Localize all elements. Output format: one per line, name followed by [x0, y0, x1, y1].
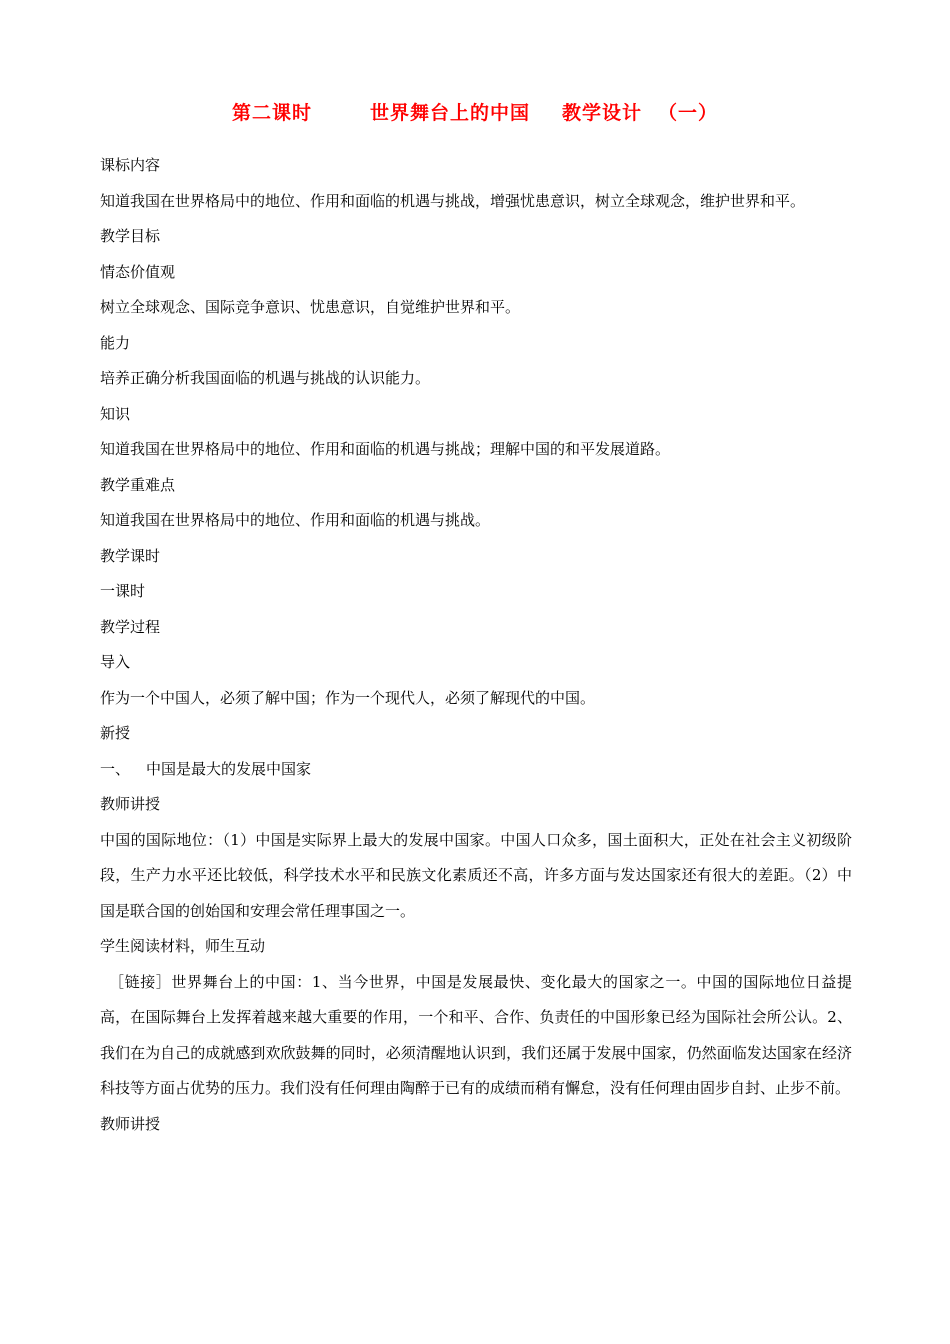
section-heading-1 [100, 752, 852, 788]
heading-reading: 学生阅读材料，师生互动 [100, 937, 266, 955]
heading-teacher-1: 教师讲授 [100, 795, 161, 813]
paragraph-ability: 培养正确分析我国面临的机遇与挑战的认识能力。 [100, 369, 431, 387]
heading-values: 情态价值观 [100, 262, 176, 281]
heading-key-points: 教学重难点 [100, 475, 176, 494]
paragraph-intro: 作为一个中国人，必须了解中国；作为一个现代人，必须了解现代的中国。 [100, 688, 596, 707]
paragraph-key-points: 知道我国在世界格局中的地位、作用和面临的机遇与挑战。 [100, 511, 491, 529]
title-topic: 世界舞台上的中国 [369, 102, 530, 124]
heading-ability: 能力 [100, 333, 131, 352]
paragraph-knowledge: 知道我国在世界格局中的地位、作用和面临的机遇与挑战；理解中国的和平发展道路。 [100, 440, 671, 458]
paragraph-link: ［链接］世界舞台上的中国：1、当今世界，中国是发展最快、变化最大的国家之一。中国的国际地位日益提高，在国际舞台上发挥着越来越大重要的作用，一个和平、合作、负责任的中国形象已经为国际社会所公认。2、我们在为自己的成就感到欢欣鼓舞的同时，必须清醒地认识到，我们还属于发展中国家，仍然面临发达国家在经济科技等方面占优势的压力。我们没有任何理由陶醉于已有的成绩而稍有懈怠，没有任何理由固步自封、止步不前。 [100, 972, 852, 1097]
section-title: 中国是最大的发展中国家 [146, 759, 312, 778]
paragraph-standard: 知道我国在世界格局中的地位、作用和面临的机遇与挑战，增强忧患意识，树立全球观念，维护世界和平。 [100, 191, 806, 210]
section-number: 一、 [100, 759, 131, 778]
heading-standard: 课标内容 [100, 156, 161, 174]
heading-teacher-2: 教师讲授 [100, 1114, 161, 1133]
document-body [100, 148, 852, 1142]
heading-knowledge: 知识 [100, 404, 131, 423]
title-lesson: 第二课时 [231, 102, 312, 124]
page-title [0, 98, 950, 125]
heading-intro: 导入 [100, 653, 131, 671]
heading-goals: 教学目标 [100, 227, 161, 245]
heading-process: 教学过程 [100, 617, 161, 636]
paragraph-international-status: 中国的国际地位：（1）中国是实际界上最大的发展中国家。中国人口众多，国土面积大，正处在社会主义初级阶段，生产力水平还比较低，科学技术水平和民族文化素质还不高，许多方面与发达国家还有很大的差距。（2）中国是联合国的创始国和安理会常任理事国之一。 [100, 830, 852, 920]
title-design: 教学设计 [562, 102, 643, 124]
heading-new-lesson: 新授 [100, 724, 131, 742]
paragraph-values: 树立全球观念、国际竞争意识、忧患意识，自觉维护世界和平。 [100, 298, 521, 316]
paragraph-hours: 一课时 [100, 582, 146, 600]
title-number: （一） [658, 102, 719, 124]
heading-hours: 教学课时 [100, 546, 161, 565]
